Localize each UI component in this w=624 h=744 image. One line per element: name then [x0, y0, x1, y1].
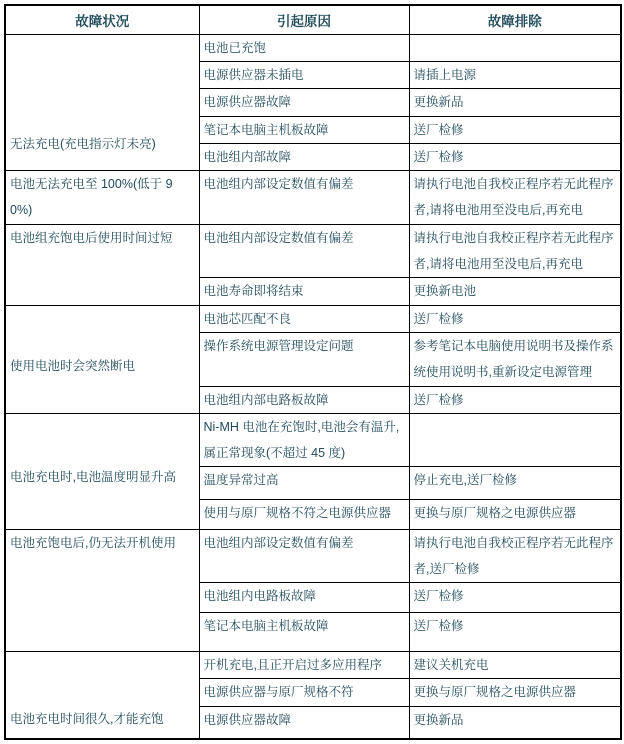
- remedy-cell: 送厂检修: [409, 144, 621, 171]
- symptom-cell: 电池无法充电至 100%(低于 90%): [5, 171, 199, 225]
- table-row: [5, 171, 621, 225]
- cause-cell: 操作系统电源管理设定问题: [199, 333, 409, 387]
- battery-troubleshooting-table: [4, 4, 622, 740]
- symptom-cell: 使用电池时会突然断电: [5, 306, 199, 414]
- remedy-cell: 建议关机充电: [409, 652, 621, 679]
- table-header: [5, 5, 621, 35]
- remedy-cell: 更换新电池: [409, 278, 621, 306]
- cause-cell: 电源供应器未插电: [199, 62, 409, 89]
- cause-cell: 电源供应器故障: [199, 707, 409, 739]
- cause-cell: 电池组内部电路板故障: [199, 387, 409, 414]
- cause-cell: 电池组内部设定数值有偏差: [199, 530, 409, 583]
- remedy-cell: 停止充电,送厂检修: [409, 467, 621, 500]
- remedy-cell: 更换与原厂规格之电源供应器: [409, 500, 621, 530]
- column-header-3: 故障排除: [409, 5, 621, 35]
- symptom-cell: 电池组充饱电后使用时间过短: [5, 225, 199, 306]
- table-row: [5, 414, 621, 467]
- table-row: [5, 652, 621, 679]
- remedy-cell: [409, 414, 621, 467]
- column-header-1: 故障状况: [5, 5, 199, 35]
- remedy-cell: 送厂检修: [409, 306, 621, 333]
- table-row: [5, 306, 621, 333]
- symptom-cell: 电池充电时间很久,才能充饱: [5, 652, 199, 739]
- remedy-cell: 请执行电池自我校正程序若无此程序者,请将电池用至没电后,再充电: [409, 225, 621, 278]
- cause-cell: Ni-MH 电池在充饱时,电池会有温升,属正常现象(不超过 45 度): [199, 414, 409, 467]
- cause-cell: 电源供应器故障: [199, 89, 409, 117]
- cause-cell: 电池组内部设定数值有偏差: [199, 225, 409, 278]
- remedy-cell: 请插上电源: [409, 62, 621, 89]
- column-header-2: 引起原因: [199, 5, 409, 35]
- table-row: [5, 225, 621, 278]
- symptom-cell: 电池充饱电后,仍无法开机使用: [5, 530, 199, 652]
- symptom-cell: 无法充电(充电指示灯未亮): [5, 35, 199, 171]
- remedy-cell: 更换与原厂规格之电源供应器: [409, 679, 621, 707]
- remedy-cell: 送厂检修: [409, 613, 621, 652]
- remedy-cell: 请执行电池自我校正程序若无此程序者,请将电池用至没电后,再充电: [409, 171, 621, 225]
- cause-cell: 笔记本电脑主机板故障: [199, 117, 409, 144]
- cause-cell: 温度异常过高: [199, 467, 409, 500]
- table-row: [5, 35, 621, 62]
- cause-cell: 电池寿命即将结束: [199, 278, 409, 306]
- cause-cell: 使用与原厂规格不符之电源供应器: [199, 500, 409, 530]
- cause-cell: 电池组内部故障: [199, 144, 409, 171]
- cause-cell: 电源供应器与原厂规格不符: [199, 679, 409, 707]
- symptom-cell: 电池充电时,电池温度明显升高: [5, 414, 199, 530]
- remedy-cell: 请执行电池自我校正程序若无此程序者,送厂检修: [409, 530, 621, 583]
- cause-cell: 电池芯匹配不良: [199, 306, 409, 333]
- remedy-cell: 更换新品: [409, 707, 621, 739]
- cause-cell: 电池组内电路板故障: [199, 583, 409, 613]
- remedy-cell: 送厂检修: [409, 583, 621, 613]
- cause-cell: 笔记本电脑主机板故障: [199, 613, 409, 652]
- remedy-cell: 送厂检修: [409, 387, 621, 414]
- cause-cell: 电池已充饱: [199, 35, 409, 62]
- table-row: [5, 530, 621, 583]
- cause-cell: 电池组内部设定数值有偏差: [199, 171, 409, 225]
- header-row: [5, 5, 621, 35]
- table-body: [5, 35, 621, 739]
- remedy-cell: 参考笔记本电脑使用说明书及操作系统使用说明书,重新设定电源管理: [409, 333, 621, 387]
- remedy-cell: 送厂检修: [409, 117, 621, 144]
- cause-cell: 开机充电,且正开启过多应用程序: [199, 652, 409, 679]
- remedy-cell: [409, 35, 621, 62]
- remedy-cell: 更换新品: [409, 89, 621, 117]
